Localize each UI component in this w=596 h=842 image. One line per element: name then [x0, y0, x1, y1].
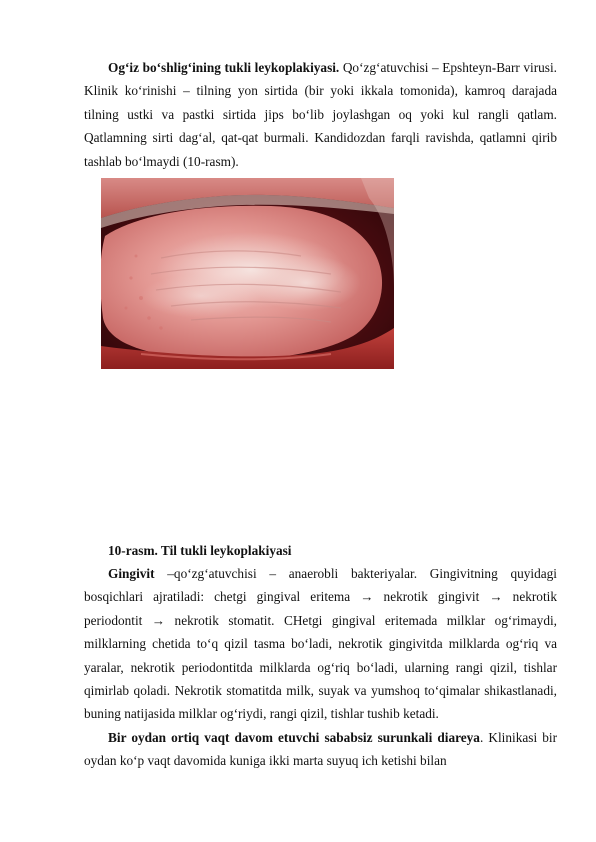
paragraph-gingivitis	[84, 562, 557, 726]
paragraph-diarrhea	[84, 726, 557, 773]
paragraph-body: . Klinikasi bir oydan ko‘p vaqt davomida kuniga ikki marta suyuq ich ketishi bilan	[84, 729, 557, 769]
paragraph-body: Qo‘zg‘atuvchisi – Epshteyn-Barr virusi. Klinik ko‘rinishi – tilning yon sirtida (bir yoki ikkala tomonida), kamroq darajada tilning ustki va pastki sirtida jips bo‘lib joylashgan oq yoki kul rangli qatlam. Qatlamning sirti dag‘al, qat-qat burmali. Kandidozdan farqli ravishda, qatlamni qirib tashlab bo‘lmaydi (10-rasm).	[84, 60, 557, 169]
paragraph-lead: Og‘iz bo‘shlig‘ining tukli leykoplakiyasi.	[108, 60, 340, 75]
tongue-photo	[101, 178, 394, 369]
paragraph-hairy-leukoplakia	[84, 56, 557, 173]
paragraph-body: –qo‘zg‘atuvchisi – anaerobli bakteriyalar. Gingivitning quyidagi bosqichlari ajratiladi: chetgi gingival eritema → nekrotik gingivit → nekrotik periodontit → nekrotik stomatit. CHetgi gingival eritemada milklar og‘rimaydi, milklarning chetida to‘q qizil tasma bo‘ladi, nekrotik gingivitda milklarda og‘riq va yaralar, nekrotik periodontitda milklarda og‘riq bo‘ladi, ularning rangi qizil, tishlar qimirlab qoladi. Nekrotik stomatitda milk, suyak va yumshoq to‘qimalar shikastlanadi, buning natijasida milklar og‘riydi, rangi qizil, tishlar tushib ketadi.	[84, 566, 557, 722]
top-text-block	[84, 56, 557, 173]
figure-caption: 10-rasm. Til tukli leykoplakiyasi	[108, 543, 292, 558]
paragraph-lead: Bir oydan ortiq vaqt davom etuvchi sababsiz surunkali diareya	[108, 729, 480, 745]
bottom-text-block	[84, 562, 557, 773]
paragraph-lead: Gingivit	[108, 566, 155, 581]
